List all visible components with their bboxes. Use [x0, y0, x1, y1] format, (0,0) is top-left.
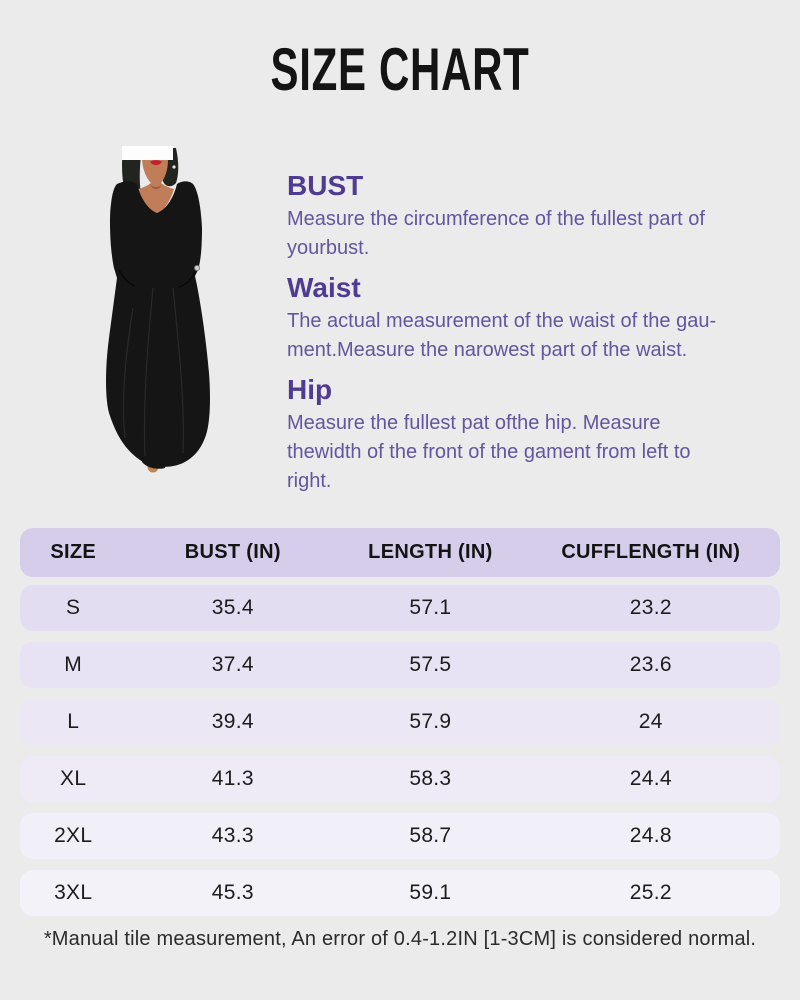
length-cell: 57.9 [409, 710, 452, 733]
length-cell: 58.3 [409, 767, 452, 790]
length-cell: 58.7 [409, 824, 452, 847]
photo-white-band [122, 146, 173, 160]
cufflength-cell: 23.2 [629, 596, 672, 619]
hip-text-line: right. [287, 470, 332, 492]
dress-model-illustration [95, 138, 245, 483]
size-cell: M [64, 653, 83, 676]
cufflength-cell: 24.8 [629, 824, 672, 847]
length-cell: 57.5 [409, 653, 452, 676]
length-cell: 59.1 [409, 881, 452, 904]
hip-text-line: Measure the fullest pat ofthe hip. Measure [287, 412, 661, 434]
bust-cell: 41.3 [211, 767, 254, 790]
guide-section-hip [287, 374, 762, 496]
size-cell: XL [60, 767, 87, 790]
dress-shape [106, 181, 210, 466]
length-cell: 57.1 [409, 596, 452, 619]
size-cell: 2XL [54, 824, 93, 847]
bust-cell: 39.4 [211, 710, 254, 733]
watch [194, 265, 199, 270]
guide-section-waist [287, 272, 762, 365]
hip-text-line: thewidth of the front of the gament from left to [287, 441, 691, 463]
table-header-row [20, 528, 780, 577]
bust-cell: 35.4 [211, 596, 254, 619]
footnote: *Manual tile measurement, An error of 0.4-1.2IN [1-3CM] is considered normal. [43, 928, 757, 950]
waist-heading: Waist [287, 272, 361, 303]
size-cell: S [66, 596, 81, 619]
page-title: SIZE CHART [270, 36, 530, 103]
cufflength-cell: 23.6 [629, 653, 672, 676]
table-row-m [20, 642, 780, 688]
cufflength-cell: 25.2 [629, 881, 672, 904]
bust-cell: 45.3 [211, 881, 254, 904]
bust-text-line: Measure the circumference of the fullest part of [287, 208, 705, 230]
table-row-2xl [20, 813, 780, 859]
size-cell: 3XL [54, 881, 93, 904]
model-photo [95, 138, 245, 483]
header-cell-length: LENGTH (IN) [368, 541, 493, 563]
table-row-xl [20, 756, 780, 802]
cufflength-cell: 24.4 [629, 767, 672, 790]
guide-section-bust [287, 170, 762, 263]
header-cell-bust: BUST (IN) [184, 541, 281, 563]
cufflength-cell: 24 [638, 710, 663, 733]
bust-text-line: yourbust. [287, 237, 370, 259]
bust-cell: 37.4 [211, 653, 254, 676]
measurement-guide [287, 170, 762, 505]
table-row-s [20, 585, 780, 631]
bust-cell: 43.3 [211, 824, 254, 847]
table-row-l [20, 699, 780, 745]
hip-heading: Hip [287, 374, 333, 405]
header-cell-cufflength: CUFFLENGTH (IN) [561, 541, 741, 563]
waist-text-line: ment.Measure the narowest part of the waist. [287, 339, 688, 361]
earring [172, 165, 175, 168]
header-cell-size: SIZE [50, 541, 97, 563]
bust-heading: BUST [287, 170, 364, 201]
size-cell: L [67, 710, 80, 733]
table-row-3xl [20, 870, 780, 916]
waist-text-line: The actual measurement of the waist of the gau- [287, 310, 717, 332]
size-table [20, 528, 780, 916]
